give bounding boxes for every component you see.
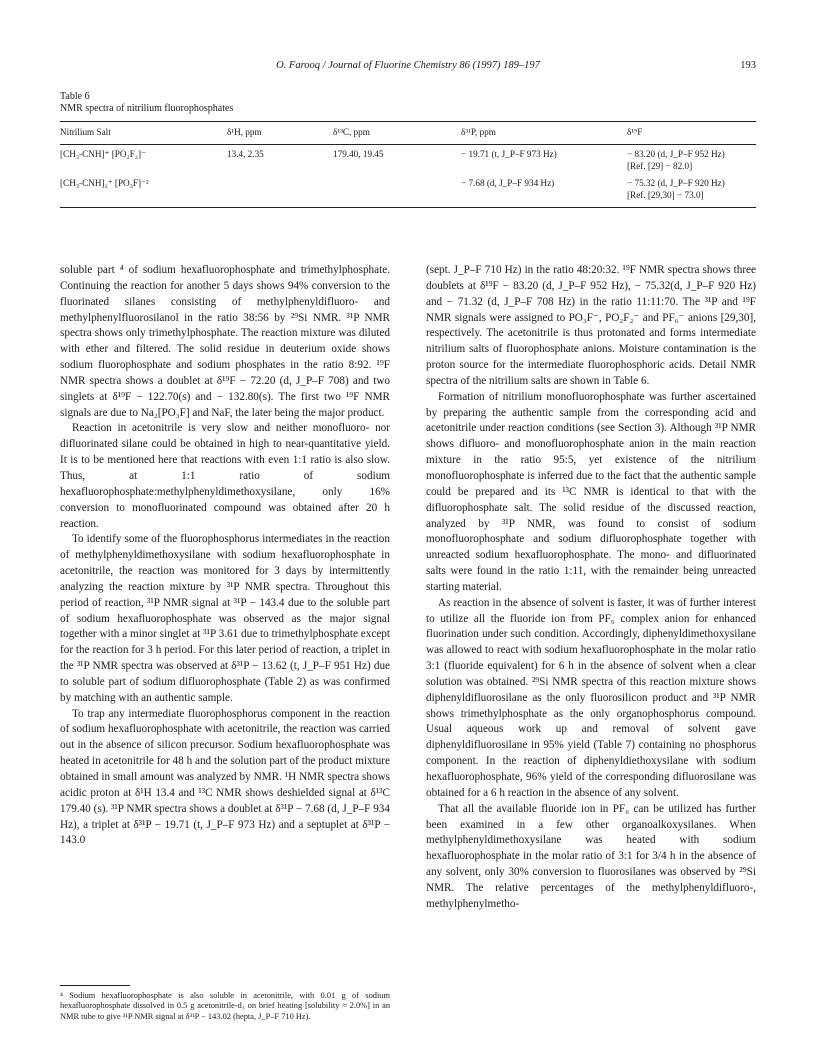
f-shift-cell — [627, 174, 756, 207]
table-caption — [60, 91, 233, 115]
h-shift-cell — [227, 174, 333, 207]
table-title: NMR spectra of nitrilium fluorophosphates — [60, 103, 234, 114]
paragraph: (sept. J_P–F 710 Hz) in the ratio 48:20:32. ¹⁹F NMR spectra shows three doublets at δ¹⁹F − 83.20 (d, J_P–F 952 Hz), − 75.32(d, J_P–F 920 Hz) and − 71.32 (d, J_P–F 708 Hz) in the ratio 11:11:70. The ³¹P and ¹⁹F NMR signals were assigned to PO₃F⁻, PO₂F₂⁻ and PF₆⁻ anions [29,30], respectively. The acetonitrile is thus protonated and forms intermediate nitrilium salts of fluorophosphate anions. Moisture contamination is the proton source for the intermediate fluorophosphoric acids. Detail NMR spectra of the nitrilium salts are shown in Table 6. — [426, 264, 756, 387]
table-label: Table 6 — [60, 91, 90, 102]
column-header: δ¹³C, ppm — [333, 122, 461, 145]
table-row — [60, 174, 756, 207]
table-row — [60, 144, 756, 174]
f-shift-value: − 75.32 (d, J_P–F 920 Hz) — [627, 178, 725, 189]
table-header-row — [60, 122, 756, 145]
running-title: O. Farooq / Journal of Fluorine Chemistry 86 (1997) 189–197 — [276, 60, 540, 71]
paragraph: That all the available fluoride ion in PF₆ can be utilized has further been examined in a few other organoalkoxysilanes. When methylphenyldimethoxysilane was heated with sodium hexafluorophosphate in the molar ratio of 3:1 for 3/4 h in the absence of any solvent, only 30% conversion to fluorosilanes was observed by ²⁹Si NMR. The relative percentages of the methylphenyldifluoro-, methylphenylmetho- — [426, 802, 756, 910]
paragraph: As reaction in the absence of solvent is faster, it was of further interest to utilize all the fluoride ion from PF₆ complex anion for enhanced fluorination under such condition. Accordingly, diphenyldimethoxysilane was allowed to react with sodium hexafluorophosphate in the molar ratio 3:1 (fluoride equivalent) for 6 h in the absence of solvent when a clear solution was obtained. ²⁹Si NMR spectra of this reaction mixture shows diphenyldifluorosilane as the only fluorosilicon product and ³¹P NMR shows trimethylphosphate as the only organophosphorus compound. Usual aqueous work up and removal of solvent gave diphenyldifluorosilane in 95% yield (Table 7) containing no phosphorus component. In the reaction of diphenyldiethoxysilane with sodium hexafluorophosphate, 96% yield of the corresponding difluorosilane was obtained for a 6 h reaction in the absence of any solvent. — [426, 596, 756, 799]
footnote: ⁴ Sodium hexafluorophosphate is also soluble in acetonitrile, with 0.01 g of sodium hexafluorophosphate dissolved in 0.5 g acetonitrile-d₃ on brief heating [solubility ≈ 2.0%] in an NMR tube to give ³¹P NMR signal at δ³¹P − 143.02 (hepta, J_P–F 710 Hz). — [60, 991, 390, 1021]
column-header: δ³¹P, ppm — [461, 122, 627, 145]
paragraph: To identify some of the fluorophosphorus intermediates in the reaction of methylphenyldimethoxysilane with sodium hexafluorophosphate in acetonitrile, the reaction was monitored for 3 days by intermittently analyzing the reaction mixture by ³¹P NMR spectra. Throughout this period of reaction, ³¹P NMR signal at ³¹P − 143.4 due to the soluble part of sodium hexafluorophosphate was observed as the major signal together with a minor singlet at ³¹P 3.61 due to trimethylphosphate except for the reaction for 3 h period. For this later period of reaction, a triplet in the ³¹P NMR spectra was observed at δ³¹P − 13.62 (t, J_P–F 951 Hz) due to soluble part of sodium difluorophosphate (Table 2) as was confirmed by matching with an authentic sample. — [60, 533, 390, 704]
nmr-table — [60, 121, 756, 208]
footnote-divider — [60, 985, 130, 986]
f-shift-reference: [Ref. [29,30] − 73.0] — [627, 190, 704, 201]
column-header: δ¹H, ppm — [227, 122, 333, 145]
nmr-table-container — [60, 121, 756, 208]
f-shift-value: − 83.20 (d, J_P–F 952 Hz) — [627, 148, 725, 159]
paragraph: Formation of nitrilium monofluorophosphate was further ascertained by preparing the authentic sample from the corresponding acid and acetonitrile under reaction conditions (see Section 3). Although ³¹P NMR shows difluoro- and monofluorophosphate anion in the main reaction mixture in the ratio 95:5, yet existence of the nitrilium monofluorophosphate is inferred due to the fact that the authentic sample could be prepared and its ¹³C NMR is identical to that with the difluorophosphate salt. The solid residue of the discussed reaction, analyzed by ³¹P NMR, was found to consist of sodium monofluorophosphate and sodium difluorophosphate together with unreacted sodium hexafluorophosphate. The mono- and difluorinated salts were found in the ratio 1:11, with the remainder being unreacted starting material. — [426, 390, 756, 593]
column-header: Nitrilium Salt — [60, 122, 227, 145]
h-shift-cell: 13.4, 2.35 — [227, 148, 264, 159]
paragraph: soluble part ⁴ of sodium hexafluorophosphate and trimethylphosphate. Continuing the reaction for another 5 days shows 94% conversion to the fluorinated silanes consisting of methylphenyldifluoro- and methylphenylfluorosilanol in the ratio 38:56 by ²⁹Si NMR. ³¹P NMR spectra shows only trimethylphosphate. The reaction mixture was diluted with ether and filtered. The solid residue in deuterium oxide shows sodium fluorophosphate and sodium phosphates in the ratio 8:92. ¹⁹F NMR spectra shows a doublet at δ¹⁹F − 72.20 (d, J_P–F 708) and two singlets at δ¹⁹F − 122.70(s) and − 132.80(s). The first two ¹⁹F NMR signals are due to Na₂[PO₃F] and NaF, the later being the major product. — [60, 264, 390, 419]
right-column — [426, 263, 756, 913]
salt-cell: [CH₃-CNH]⁺ [PO₂F₂]⁻ — [60, 148, 146, 159]
column-header: δ¹⁹F — [627, 122, 756, 145]
f-shift-cell — [627, 144, 756, 174]
c-shift-cell — [333, 174, 461, 207]
left-column — [60, 263, 390, 849]
page-number: 193 — [740, 60, 756, 71]
salt-cell: [CH₃-CNH]₂⁺ [PO₃F]⁻² — [60, 174, 227, 207]
p-shift-cell: − 7.68 (d, J_P–F 934 Hz) — [461, 174, 627, 207]
c-shift-cell: 179.40, 19.45 — [333, 148, 384, 159]
paragraph: To trap any intermediate fluorophosphorus component in the reaction of sodium hexafluorophosphate with acetonitrile, the reaction was carried out in the absence of silicon precursor. Sodium hexafluorophosphate was heated in acetonitrile for 48 h and the solution part of the product mixture obtained in small amount was analyzed by NMR. ¹H NMR spectra shows acidic proton at δ¹H 13.4 and ¹³C NMR shows deshielded signal at δ¹³C 179.40 (s). ³¹P NMR spectra shows a doublet at δ³¹P − 7.68 (d, J_P–F 934 Hz), a triplet at δ³¹P − 19.71 (t, J_P–F 973 Hz) and a septuplet at δ³¹P − 143.0 — [60, 707, 390, 847]
paragraph: Reaction in acetonitrile is very slow and neither monofluoro- nor difluorinated silane could be obtained in high to near-quantitative yield. It is to be mentioned here that reactions with even 1:1 ratio is also slow. Thus, at 1:1 ratio of sodium hexafluorophosphate:methylphenyldimethoxysilane, only 16% conversion to monofluorinated compound was obtained after 20 h reaction. — [60, 422, 390, 530]
p-shift-cell: − 19.71 (t, J_P–F 973 Hz) — [461, 148, 557, 159]
running-header — [60, 60, 756, 74]
f-shift-reference: [Ref. [29] − 82.0] — [627, 160, 693, 171]
